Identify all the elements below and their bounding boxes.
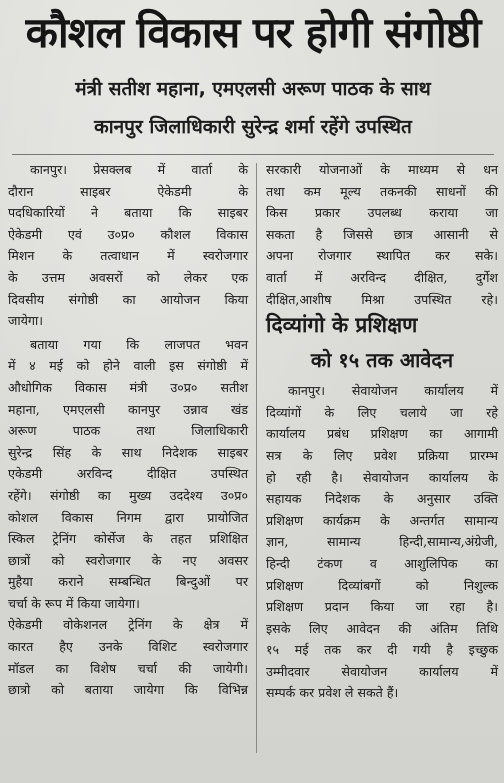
text-line: पदधिकारियों ने बताया कि साइबर xyxy=(8,205,248,221)
text-line: मुहैया कराने सम्बन्धित बिन्दुओं पर xyxy=(8,574,248,590)
left-paragraph-2 xyxy=(8,334,248,701)
right-column xyxy=(266,159,498,704)
article-columns xyxy=(8,159,498,759)
text-line: ऐकेडमी एवं उ०प्र० कौशल विकास xyxy=(8,226,248,242)
text-line: किस प्रकार उपलब्ध कराया जा xyxy=(266,205,498,221)
subheadline-2: कानपुर जिलाधिकारी सुरेन्द्र शर्मा रहेंगे उपस्थित xyxy=(94,116,412,138)
text-line: सत्र के लिए प्रवेश प्रक्रिया प्रारम्भ xyxy=(266,447,498,463)
text-line: मॉडल का विशेष चर्चा की जायेगी। xyxy=(8,660,248,676)
text-line: छात्रो को बताया जायेगा कि विभिन्न xyxy=(8,682,248,698)
text-line: सहायक निदेशक के अनुसार उक्ति xyxy=(266,491,498,507)
text-line: महाना, एमएलसी कानपुर उन्नाव खंड xyxy=(8,401,248,417)
text-line: दिवसीय संगोष्ठी का आयोजन किया xyxy=(8,291,248,307)
left-column xyxy=(8,159,248,701)
text-line: सुरेन्द्र सिंह के साथ निदेशक साइबर xyxy=(8,444,248,460)
text-line: दौरान साइबर ऐकेडमी के xyxy=(8,183,248,199)
text-line: कारत हैए उनके विशिट स्वरोजगार xyxy=(8,639,248,655)
text-line: वार्ता में अरविन्द दीक्षित, दुर्गेश xyxy=(266,269,498,285)
text-line: एकेडमी अरविन्द दीक्षित उपस्थित xyxy=(8,466,248,482)
text-line: ज्ञान, सामान्य हिन्दी,सामान्य,अंग्रेजी, xyxy=(266,534,498,550)
text-line: अपना रोजगार स्थापित कर सके। xyxy=(266,248,498,264)
left-paragraph-1 xyxy=(8,159,248,332)
text-line: कोशल विकास निगम द्वारा प्रायोजित xyxy=(8,509,248,525)
text-line: ऐकेडमी वोकेशनल ट्रेनिंग के क्षेत्र में xyxy=(8,617,248,633)
text-line: चर्चा के रूप में किया जायेगा। xyxy=(8,595,140,611)
text-line: छात्रों को स्वरोजगार के नए अवसर xyxy=(8,552,248,568)
text-line: इसके लिए आवेदन की अंतिम तिथि xyxy=(266,620,498,636)
subheading-line-2: को १५ तक आवेदन xyxy=(310,348,454,373)
text-line: कार्यालय प्रबंध प्रशिक्षण का आगामी xyxy=(266,426,498,442)
text-line: हो रही है। सेवायोजन कार्यालय के xyxy=(266,469,498,485)
text-line: कानपुर। प्रेसक्लब में वार्ता के xyxy=(30,162,248,177)
subheading-line-1: दिव्यांगो के प्रशिक्षण xyxy=(266,313,418,338)
text-line: सकता है जिससे छात्र आसानी से xyxy=(266,226,498,242)
headline: कौशल विकास पर होगी संगोष्ठी xyxy=(25,8,481,57)
subheadline-1: मंत्री सतीश महाना, एमएलसी अरूण पाठक के साथ xyxy=(75,78,431,100)
text-line: उम्मीदवार सेवायोजन कार्यालय में xyxy=(266,663,498,679)
text-line: मिशन के तत्वाधान में स्वरोजगार xyxy=(8,248,248,264)
text-line: प्रशिक्षण कार्यक्रम के अन्तर्गत सामान्य xyxy=(266,512,498,528)
column-divider xyxy=(256,163,257,753)
text-line: प्रशिक्षण दिव्यांबगों को निशुल्क xyxy=(266,577,498,593)
text-line: जायेगा। xyxy=(8,313,44,329)
right-paragraph-2 xyxy=(266,380,498,704)
text-line: दिव्यांगों के लिए चलाये जा रहे xyxy=(266,404,498,420)
text-line: औधोगिक विकास मंत्री उ०प्र० सतीश xyxy=(8,379,248,395)
text-line: रहेंगे। संगोष्ठी का मुख्य उददेश्य उ०प्र० xyxy=(8,487,248,503)
text-line: तथा कम मूल्य तकनकी साधनों की xyxy=(266,183,498,199)
text-line: स्किल ट्रेनिंग कोर्सेज के तहत प्रशिक्षित xyxy=(8,531,248,547)
header-rule xyxy=(12,154,494,155)
text-line: सम्पर्क कर प्रवेश ले सकते हैं। xyxy=(266,685,399,701)
text-line: अरूण पाठक तथा जिलाधिकारी xyxy=(8,423,248,439)
text-line: दीक्षित,आशीष मिश्रा उपस्थित रहे। xyxy=(266,291,498,307)
text-line: सरकारी योजनाओं के माध्यम से धन xyxy=(266,162,498,177)
text-line: के उत्तम अवसरों को लेकर एक xyxy=(8,269,248,285)
text-line: हिन्दी टंकण व आशुलिपिक का xyxy=(266,555,498,571)
text-line: प्रशिक्षण प्रदान किया जा रहा है। xyxy=(266,599,498,615)
text-line: बताया गया कि लाजपत भवन xyxy=(30,336,248,352)
text-line: कानपुर। सेवायोजन कार्यालय में xyxy=(288,383,498,399)
right-paragraph-1 xyxy=(266,159,498,310)
text-line: १५ मई तक कर दी गयी है इच्छुक xyxy=(266,642,498,658)
text-line: में ४ मई को होने वाली इस संगोष्ठी में xyxy=(8,358,248,374)
